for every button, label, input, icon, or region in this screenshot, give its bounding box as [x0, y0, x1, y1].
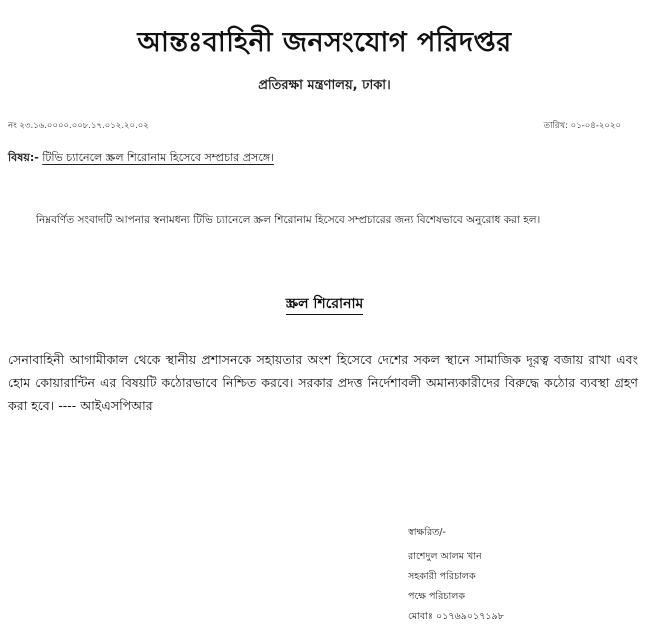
signatory-mobile: মোবাঃ ০১৭৬৯০১৭১৯৮	[408, 611, 504, 622]
scroll-heading	[0, 292, 649, 316]
date-line	[544, 119, 621, 133]
memo-number: নং ২৩.১৬.০০০০.০০৮.১৭.০১২.২০.০২	[8, 121, 149, 131]
scroll-heading-text: স্ক্রল শিরোনাম	[286, 296, 364, 315]
signatory-on-behalf: পক্ষে পরিচালক	[408, 591, 465, 602]
date-value: ০১-০৪-২০২০	[570, 121, 621, 131]
office-title: আন্তঃবাহিনী জনসংযোগ পরিদপ্তর	[137, 27, 512, 58]
signatory-name: রাশেদুল আলম খান	[408, 551, 482, 562]
news-paragraph: সেনাবাহিনী আগামীকাল থেকে স্থানীয় প্রশাসনকে সহায়তার অংশ হিসেবে দেশের সকল স্থানে সামাজিক দূরত্ব বজায় রাখা এবং হোম কোয়ারান্টিন এর বিষয়টি কঠোরভাবে নিশ্চিত করবে। সরকার প্রদত্ত নির্দেশাবলী অমান্যকারীদের বিরুদ্ধে কঠোর ব্যবস্থা গ্রহণ করা হবে। ---- আইএসপিআর	[8, 352, 638, 413]
ministry-name: প্রতিরক্ষা মন্ত্রণালয়, ঢাকা।	[258, 78, 391, 93]
signature-block	[408, 523, 504, 627]
date-label: তারিখ:	[543, 121, 568, 131]
subject-text: টিভি চ্যানেলে স্ক্রল শিরোনাম হিসেবে সম্প্রচার প্রসঙ্গে।	[42, 151, 274, 164]
subject-line	[8, 149, 274, 168]
request-paragraph: নিম্নবর্ণিত সংবাদটি আপনার স্বনামধন্য টিভি চ্যানেলে স্ক্রল শিরোনাম হিসেবে সম্প্রচারের জন্য বিশেষভাবে অনুরোধ করা হল।	[36, 214, 541, 226]
signature-signed: স্বাক্ষরিত/-	[408, 527, 446, 538]
signatory-designation: সহকারী পরিচালক	[408, 571, 476, 582]
subject-label: বিষয়:-	[8, 151, 39, 164]
